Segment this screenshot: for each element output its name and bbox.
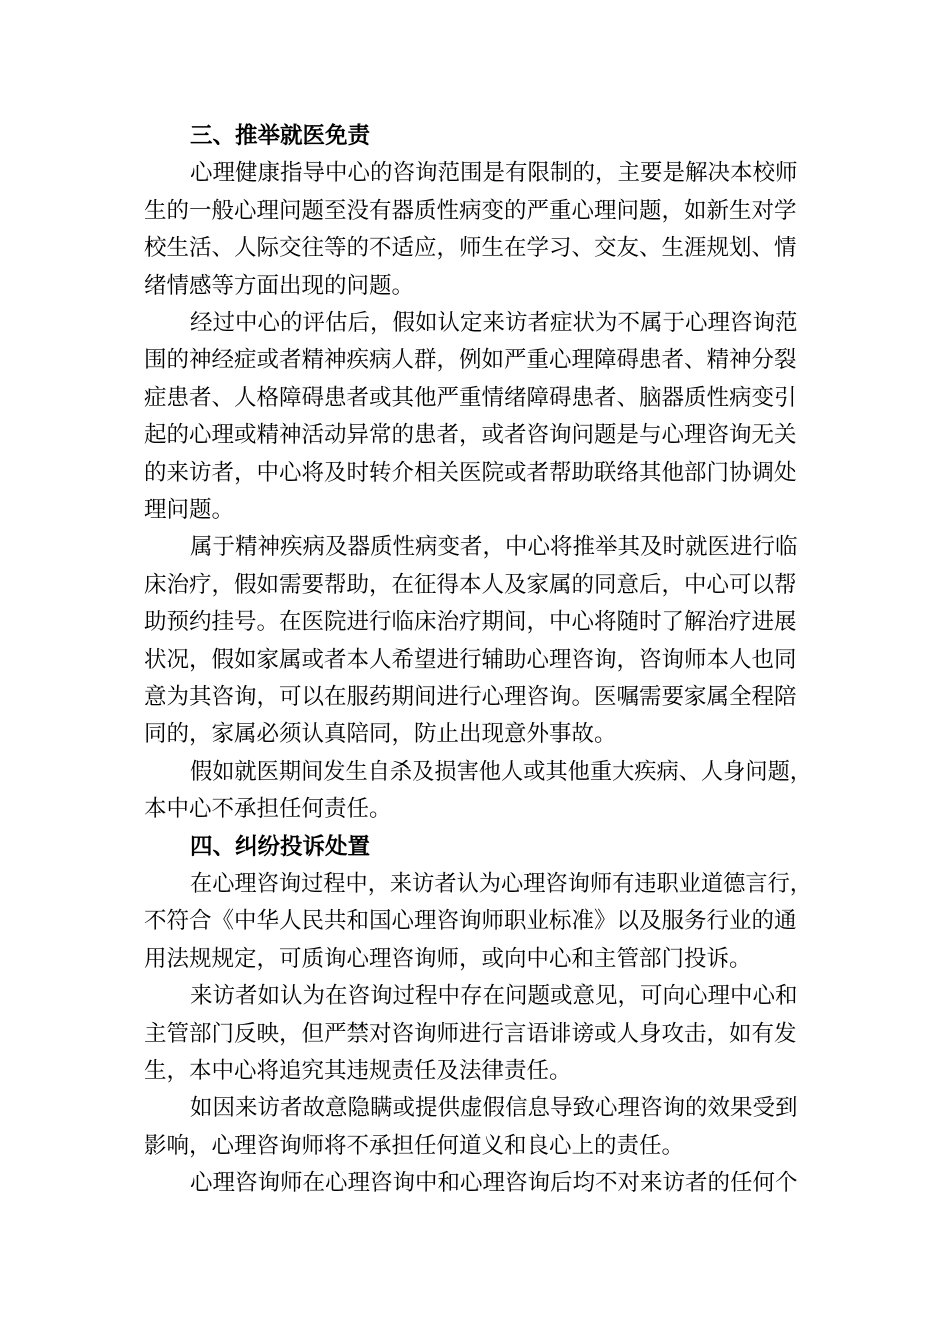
paragraph-line: 不符合《中华人民共和国心理咨询师职业标准》以及服务行业的通 xyxy=(144,908,797,935)
paragraph-line: 本中心不承担任何责任。 xyxy=(144,796,392,823)
paragraph-line: 意为其咨询，可以在服药期间进行心理咨询。医嘱需要家属全程陪 xyxy=(144,684,797,710)
paragraph-line: 助预约挂号。在医院进行临床治疗期间，中心将随时了解治疗进展 xyxy=(144,609,797,636)
paragraph-line: 校生活、人际交往等的不适应，师生在学习、交友、生涯规划、情 xyxy=(144,235,797,262)
paragraph-line: 心理健康指导中心的咨询范围是有限制的，主要是解决本校师 xyxy=(190,160,798,187)
paragraph-line: 心理咨询师在心理咨询中和心理咨询后均不对来访者的任何个 xyxy=(190,1170,798,1197)
paragraph-line: 绪情感等方面出现的问题。 xyxy=(144,272,415,299)
paragraph-line: 来访者如认为在咨询过程中存在问题或意见，可向心理中心和 xyxy=(190,983,798,1010)
paragraph-line: 主管部门反映，但严禁对咨询师进行言语诽谤或人身攻击，如有发 xyxy=(144,1020,797,1047)
paragraph-line: 生的一般心理问题至没有器质性病变的严重心理问题，如新生对学 xyxy=(144,197,797,224)
paragraph-line: 如因来访者故意隐瞒或提供虚假信息导致心理咨询的效果受到 xyxy=(190,1095,798,1122)
section-heading: 三、推举就医免责 xyxy=(190,123,371,149)
paragraph-line: 影响，心理咨询师将不承担任何道义和良心上的责任。 xyxy=(144,1132,685,1159)
paragraph-line: 在心理咨询过程中，来访者认为心理咨询师有违职业道德言行， xyxy=(190,871,813,897)
paragraph-line: 假如就医期间发生自杀及损害他人或其他重大疾病、人身问题， xyxy=(190,758,813,785)
paragraph-line: 经过中心的评估后，假如认定来访者症状为不属于心理咨询范 xyxy=(190,310,798,336)
paragraph-line: 的来访者，中心将及时转介相关医院或者帮助联络其他部门协调处 xyxy=(144,459,797,486)
paragraph-line: 理问题。 xyxy=(144,497,235,523)
section-heading: 四、纠纷投诉处置 xyxy=(190,833,371,860)
paragraph-line: 同的，家属必须认真陪同，防止出现意外事故。 xyxy=(144,721,617,748)
paragraph-line: 床治疗，假如需要帮助，在征得本人及家属的同意后，中心可以帮 xyxy=(144,571,797,598)
paragraph-line: 起的心理或精神活动异常的患者，或者咨询问题是与心理咨询无关 xyxy=(144,422,797,449)
paragraph-line: 围的神经症或者精神疾病人群，例如严重心理障碍患者、精神分裂 xyxy=(144,347,797,374)
paragraph-line: 用法规规定，可质询心理咨询师，或向中心和主管部门投诉。 xyxy=(144,945,752,972)
paragraph-line: 生，本中心将追究其违规责任及法律责任。 xyxy=(144,1058,572,1084)
paragraph-line: 症患者、人格障碍患者或其他严重情绪障碍患者、脑器质性病变引 xyxy=(144,384,797,411)
paragraph-line: 状况，假如家属或者本人希望进行辅助心理咨询，咨询师本人也同 xyxy=(144,646,797,673)
paragraph-line: 属于精神疾病及器质性病变者，中心将推举其及时就医进行临 xyxy=(190,534,798,561)
